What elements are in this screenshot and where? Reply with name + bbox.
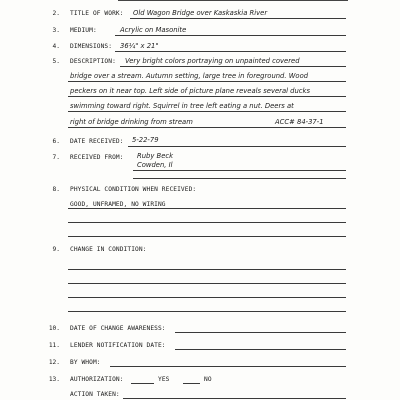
received-from-line-1	[133, 170, 346, 171]
description-line-3: peckers on it near top. Left side of picture plane reveals several ducks	[70, 87, 311, 95]
description-rule-3	[68, 96, 346, 97]
title-of-work-line	[130, 18, 346, 19]
item-11-number: 11.	[48, 342, 60, 349]
description-rule-2	[68, 81, 346, 82]
action-taken-line	[123, 398, 346, 399]
description-rule-1	[120, 66, 346, 67]
description-line-4: swimming toward right. Squirrel in tree left eating a nut. Deers at	[70, 102, 294, 110]
dimensions-label: DIMENSIONS:	[70, 43, 113, 50]
date-received-line	[128, 146, 346, 147]
title-of-work-value: Old Wagon Bridge over Kaskaskia River	[133, 9, 268, 17]
received-from-place: Cowden, Il	[137, 161, 173, 169]
dimensions-value: 36¼" x 21"	[120, 42, 159, 50]
medium-line	[115, 35, 346, 36]
dimensions-line	[115, 51, 346, 52]
top-rule	[118, 0, 348, 1]
date-received-value: 5-22-79	[132, 136, 159, 144]
description-line-1: Very bright colors portraying on unpainted covered	[125, 57, 300, 65]
description-rule-5	[68, 127, 346, 128]
item-5-number: 5.	[52, 58, 60, 65]
received-from-label: RECEIVED FROM:	[70, 154, 124, 161]
received-from-name: Ruby Beck	[137, 152, 174, 160]
physical-condition-line-2	[68, 222, 346, 223]
physical-condition-label: PHYSICAL CONDITION WHEN RECEIVED:	[70, 186, 197, 193]
item-7-number: 7.	[52, 154, 60, 161]
authorization-yes: YES	[158, 376, 170, 383]
lender-notification-label: LENDER NOTIFICATION DATE:	[70, 342, 166, 349]
medium-label: MEDIUM:	[70, 27, 97, 34]
medium-value: Acrylic on Masonite	[120, 26, 187, 34]
change-line-2	[68, 283, 346, 284]
description-label: DESCRIPTION:	[70, 58, 116, 65]
lender-notification-line	[175, 349, 346, 350]
item-9-number: 9.	[52, 246, 60, 253]
action-taken-label: ACTION TAKEN:	[70, 391, 120, 398]
item-10-number: 10.	[48, 325, 60, 332]
item-2-number: 2.	[52, 10, 60, 17]
physical-condition-line-3	[68, 236, 346, 237]
authorization-label: AUTHORIZATION:	[70, 376, 124, 383]
accession-number: ACC# 84-37-1	[275, 118, 324, 126]
description-line-2: bridge over a stream. Autumn setting, large tree in foreground. Wood	[70, 72, 309, 80]
authorization-yes-blank	[131, 383, 154, 384]
by-whom-line	[110, 366, 346, 367]
by-whom-label: BY WHOM:	[70, 359, 101, 366]
received-from-line-2	[133, 178, 346, 179]
change-in-condition-label: CHANGE IN CONDITION:	[70, 246, 147, 253]
date-of-change-line	[175, 332, 346, 333]
item-13-number: 13.	[48, 376, 60, 383]
item-3-number: 3.	[52, 27, 60, 34]
item-6-number: 6.	[52, 138, 60, 145]
title-of-work-label: TITLE OF WORK:	[70, 10, 124, 17]
description-rule-4	[68, 111, 346, 112]
physical-condition-line-1	[68, 208, 346, 209]
item-4-number: 4.	[52, 43, 60, 50]
authorization-no-blank	[183, 383, 200, 384]
item-8-number: 8.	[52, 186, 60, 193]
change-line-4	[68, 311, 346, 312]
authorization-no: NO	[204, 376, 212, 383]
date-received-label: DATE RECEIVED:	[70, 138, 124, 145]
change-line-1	[68, 269, 346, 270]
description-line-5: right of bridge drinking from stream	[70, 118, 193, 126]
date-of-change-label: DATE OF CHANGE AWARENESS:	[70, 325, 166, 332]
item-12-number: 12.	[48, 359, 60, 366]
change-line-3	[68, 297, 346, 298]
physical-condition-value: GOOD, UNFRAMED, NO WIRING	[70, 201, 166, 208]
